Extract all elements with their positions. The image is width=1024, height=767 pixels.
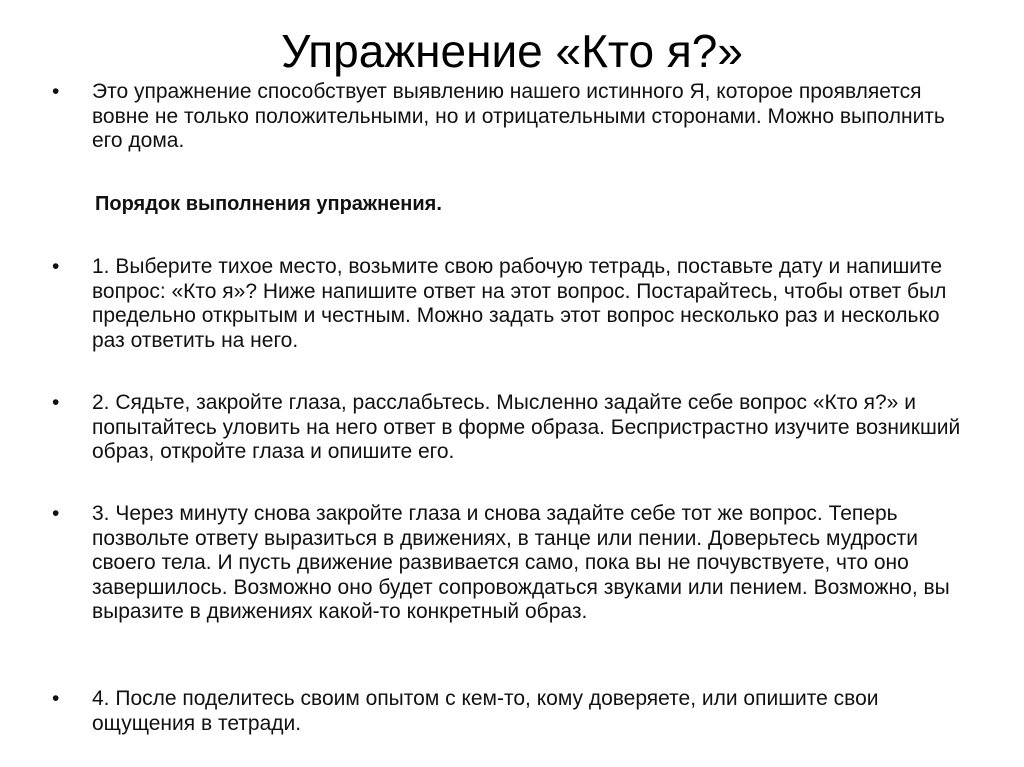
intro-text: Это упражнение способствует выявлению нашего истинного Я, которое проявляется вовне не только положительными, но и отрицательными сторонами. Можно выполнить его дома. xyxy=(92,80,945,152)
bullet-icon: • xyxy=(52,255,60,278)
procedure-heading: Порядок выполнения упражнения. xyxy=(95,193,442,215)
bullet-icon: • xyxy=(52,687,60,710)
bullet-item-step-1 xyxy=(52,255,962,353)
procedure-heading-block xyxy=(92,192,962,216)
step-text: 4. После поделитесь своим опытом с кем-то, кому доверяете, или опишите свои ощущения в тетради. xyxy=(92,687,879,735)
step-text: 2. Сядьте, закройте глаза, расслабьтесь. Мысленно задайте себе вопрос «Кто я?» и попытайтесь уловить на него ответ в форме образа. Беспристрастно изучите возникший образ, откройте глаза и опишите его. xyxy=(92,391,961,463)
bullet-item-step-2 xyxy=(52,391,962,465)
bullet-item-intro xyxy=(52,80,962,154)
bullet-icon: • xyxy=(52,502,60,525)
slide-title: Упражнение «Кто я?» xyxy=(281,25,743,77)
bullet-item-step-3 xyxy=(52,502,962,625)
bullet-item-step-4 xyxy=(52,687,962,736)
bullet-icon: • xyxy=(52,391,60,414)
step-text: 3. Через минуту снова закройте глаза и снова задайте себе тот же вопрос. Теперь позвольте ответу выразиться в движениях, в танце или пении. Доверьтесь мудрости своего тела. И пусть движение развивается само, пока вы не почувствуете, что оно завершилось. Возможно оно будет сопровождаться звуками или пением. Возможно, вы выразите в движениях какой-то конкретный образ. xyxy=(92,502,950,623)
step-text: 1. Выберите тихое место, возьмите свою рабочую тетрадь, поставьте дату и напишите вопрос: «Кто я»? Ниже напишите ответ на этот вопрос. Постарайтесь, чтобы ответ был предельно открытым и честным. Можно задать этот вопрос несколько раз и несколько раз ответить на него. xyxy=(92,255,947,352)
bullet-icon: • xyxy=(52,80,60,103)
